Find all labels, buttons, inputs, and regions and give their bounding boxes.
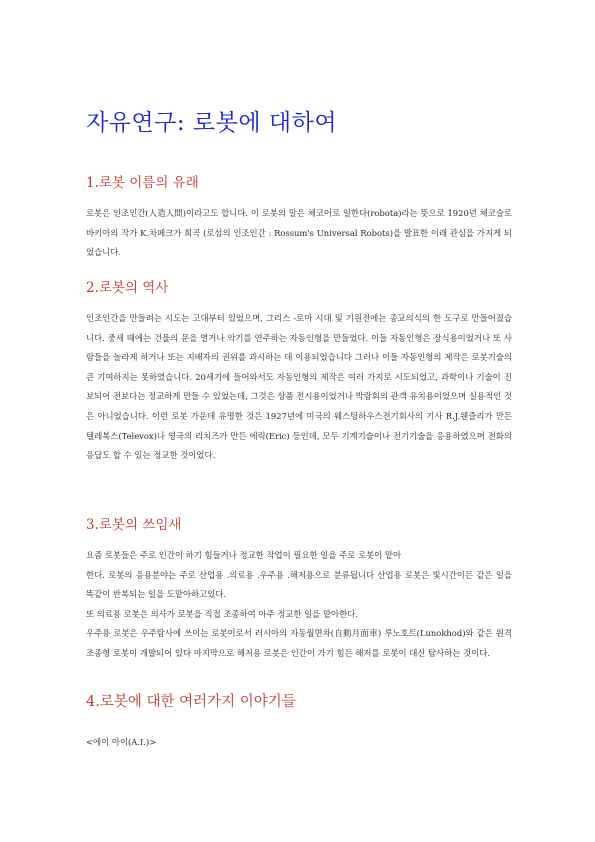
section-paragraph: 요즘 로봇들은 주로 인간이 하기 힘들거나 정교한 작업이 필요한 일을 주로 로봇이 맡아 xyxy=(86,550,402,560)
section-heading: 2.로봇의 역사 xyxy=(86,280,169,296)
section-heading: 3.로봇의 쓰임새 xyxy=(86,517,182,533)
section-paragraph: 로봇은 인조인간(人造人間)이라고도 합니다. 이 로봇의 말은 체코어로 일한다(robota)라는 뜻으로 1920년 체코슬로바키아의 작가 K.차페크가 희곡 (로섬의 인조인간 : Rossum's Universal Robots)을 발표한 이래 관심을 가지게 되었습니다. xyxy=(86,208,512,258)
section-paragraph: 우주용 로봇은 우주탐사에 쓰이는 로봇이로서 러시아의 자동월면차(自動月面車) 루노호트(Lunokhod)와 같은 원격조종형 로봇이 개발되어 있다 마지막으로 해저용 로봇은 인간이 가기 힘든 해저를 로봇이 대신 탐사하는 것이다. xyxy=(86,628,512,658)
section-name-origin xyxy=(86,171,512,263)
section-heading: 1.로봇 이름의 유래 xyxy=(86,175,199,191)
subsection-label: <에이 아이(A.I.)> xyxy=(86,737,157,747)
section-paragraph: 인조인간을 만들려는 시도는 고대부터 있었으며, 그리스 -로마 시대 및 기원전에는 종교의식의 한 도구로 만들어졌습니다. 중세 때에는 건물의 문을 열거나 악기를 연주하는 자동인형을 만들었다. 이들 자동인형은 장식용이었거나 또 사람들을 놀라게 하거나 또는 지배자의 권위를 과시하는 데 이용되었습니다 그러나 이들 자동인형의 제작은 로봇기술의 큰 기여하지는 못하였습니다. 20세기에 들어와서도 자동인형의 제작은 여러 가지로 시도되었고, 과학이나 기술이 진보되어 전보다는 정교하게 만들 수 있었는데, 그것은 상품 전시용이었거나 박람회의 관객 유치용이었으며 실용적인 것은 아니었습니다. 이런 로봇 가운데 유명한 것은 1927년에 미국의 웨스팅하우스전기회사의 기사 R.J.웬즐리가 만든 텔레복스(Televox)나 영국의 리치즈가 만든 에릭(Eric) 등인데, 모두 기계기술이나 전기기술을 응용하였으며 전화의 응답도 할 수 있는 정교한 것이었다. xyxy=(86,313,512,461)
section-history xyxy=(86,276,512,466)
section-paragraph: 또 의료용 로봇은 의사가 로봇을 직접 조종하여 아주 정교한 일을 맡아한다. xyxy=(86,608,358,619)
section-heading: 4.로봇에 대한 여러가지 이야기들 xyxy=(86,694,296,710)
section-stories xyxy=(86,690,512,724)
document-title: 자유연구: 로봇에 대하여 xyxy=(86,110,338,136)
section-uses xyxy=(86,513,512,664)
section-paragraph: 한다. 로봇의 응용분야는 주로 산업용 .의료용 .우주용 .해저용으로 분류됩니다 산업용 로봇은 빛시간이든 같은 일을 똑같이 반복되는 일을 도맡아하고있다. xyxy=(86,569,512,600)
